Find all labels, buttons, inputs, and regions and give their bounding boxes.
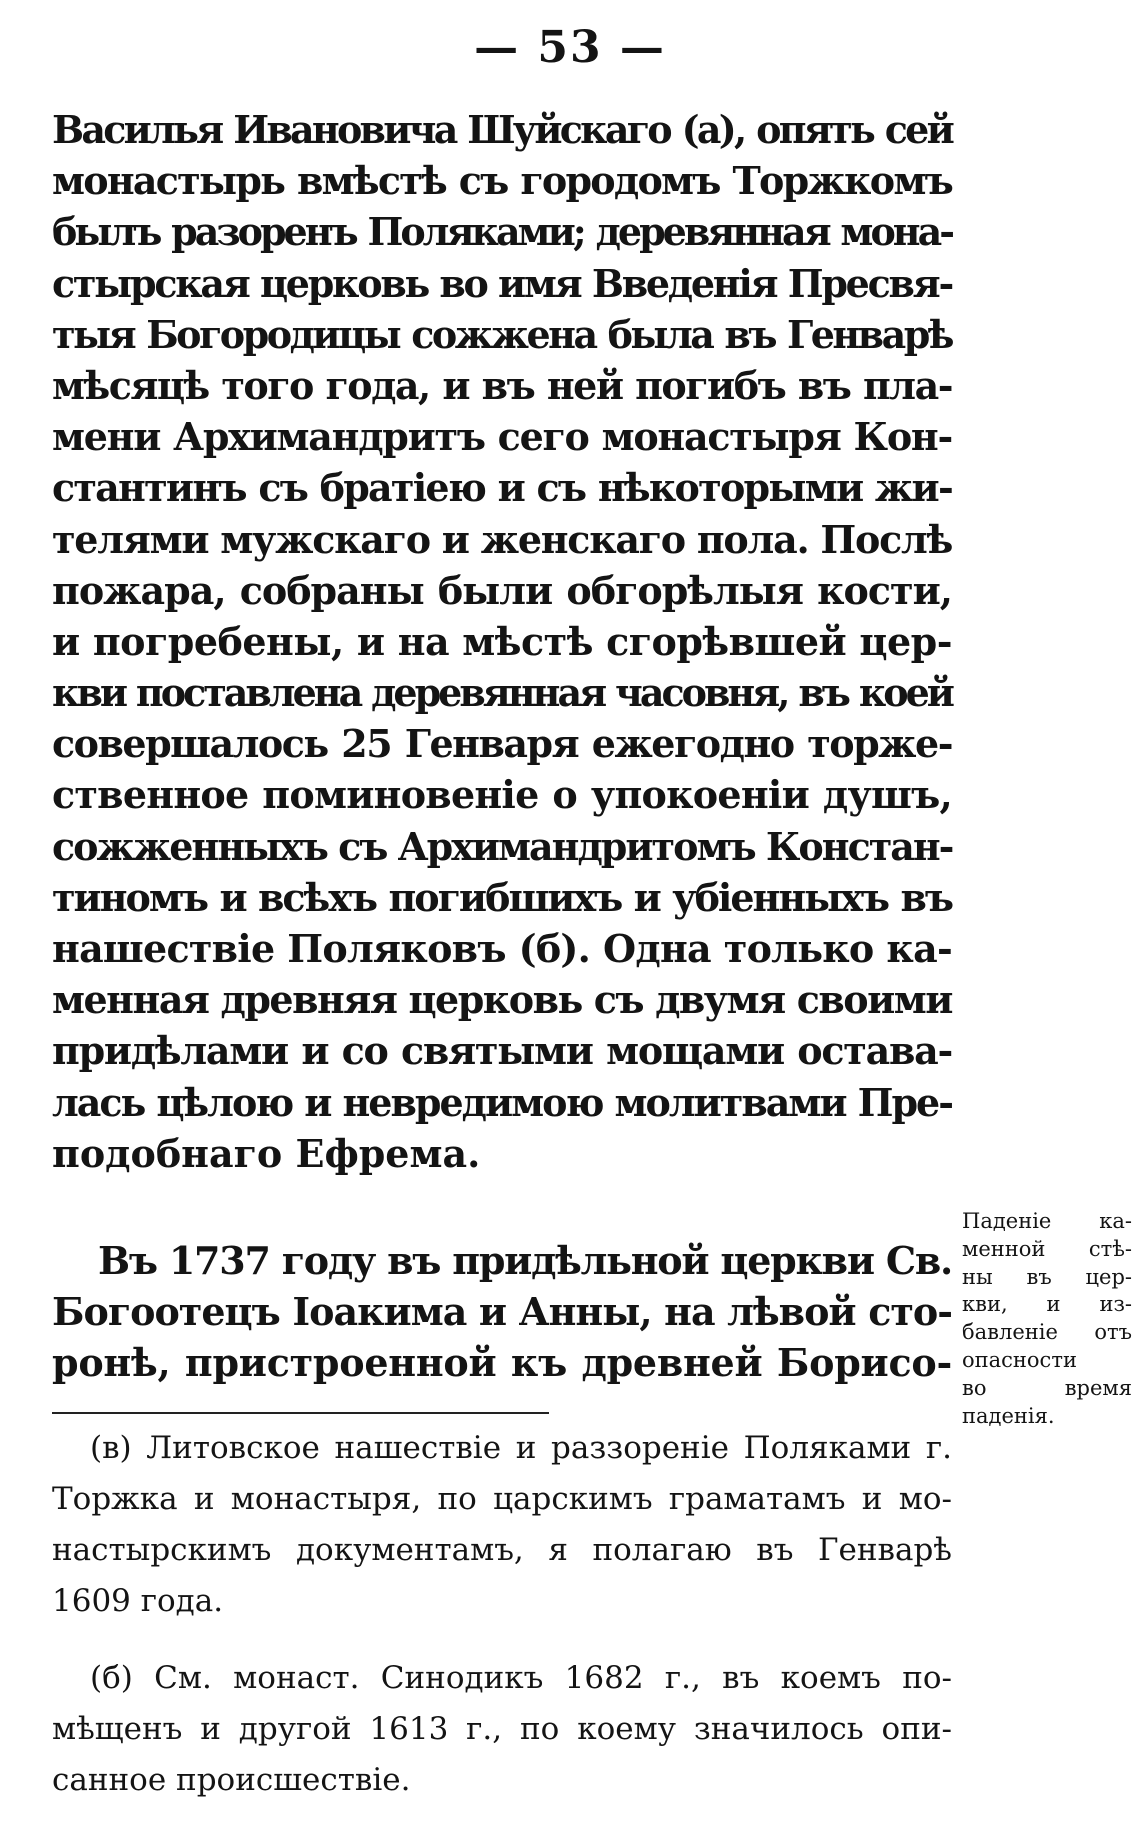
body-paragraph bbox=[52, 104, 952, 1179]
footnote-line: Торжка и монастыря, по царскимъ граматамъ и мо- bbox=[52, 1481, 952, 1517]
footnote bbox=[52, 1423, 952, 1627]
footnote-line: 1609 года. bbox=[52, 1583, 224, 1619]
margin-note-line: ны въ цер- bbox=[962, 1264, 1132, 1289]
margin-note-line: менной стѣ- bbox=[962, 1236, 1132, 1261]
text-line: и погребены, и на мѣстѣ сгорѣвшей цер- bbox=[52, 618, 952, 664]
margin-note-line: во время bbox=[962, 1375, 1132, 1400]
footnote-line: санное происшествіе. bbox=[52, 1762, 411, 1798]
body-paragraph bbox=[52, 1235, 952, 1389]
text-line: ственное поминовеніе о упокоеніи душъ, bbox=[52, 772, 952, 818]
footnote-line: настырскимъ документамъ, я полагаю въ Генварѣ bbox=[52, 1532, 952, 1568]
margin-note-line: опасности bbox=[962, 1347, 1077, 1372]
footnote-divider bbox=[52, 1412, 549, 1414]
text-line: менная древняя церковь съ двумя своими bbox=[52, 977, 952, 1023]
text-line: мени Архимандритъ сего монастыря Кон- bbox=[52, 414, 952, 460]
text-line: стантинъ съ братіею и съ нѣкоторыми жи- bbox=[52, 465, 952, 511]
margin-note-line: Паденіе ка- bbox=[962, 1209, 1132, 1233]
text-line: придѣлами и со святыми мощами остава- bbox=[52, 1028, 952, 1074]
footnotes bbox=[52, 1423, 952, 1806]
page-number: — 53 — bbox=[474, 22, 666, 73]
text-line: стырская церковь во имя Введенія Пресвя- bbox=[52, 260, 952, 306]
text-line: телями мужскаго и женскаго пола. Послѣ bbox=[52, 516, 953, 562]
text-line: Въ 1737 году въ придѣльной церкви Св. bbox=[98, 1237, 952, 1283]
footnote-line: мѣщенъ и другой 1613 г., по коему значилось опи- bbox=[52, 1711, 952, 1747]
text-line: пожара, собраны были обгорѣлыя кости, bbox=[52, 567, 952, 613]
margin-note-line: кви, и из- bbox=[962, 1292, 1132, 1317]
footnote-line: (в) Литовское нашествіе и раззореніе Поляками г. bbox=[90, 1430, 952, 1466]
text-line: нашествіе Поляковъ (б). Одна только ка- bbox=[52, 926, 952, 971]
text-line: монастырь вмѣстѣ съ городомъ Торжкомъ bbox=[52, 158, 952, 204]
text-line: сожженныхъ съ Архимандритомъ Констан- bbox=[52, 823, 953, 869]
footnote-line: (б) См. монаст. Синодикъ 1682 г., въ коемъ по- bbox=[90, 1660, 952, 1696]
main-text bbox=[52, 104, 952, 1389]
text-line: тыя Богородицы сожжена была въ Генварѣ bbox=[52, 311, 952, 357]
text-line: тиномъ и всѣхъ погибшихъ и убіенныхъ въ bbox=[52, 874, 952, 920]
margin-note-line: паденія. bbox=[962, 1403, 1055, 1428]
margin-note bbox=[962, 1208, 1132, 1430]
text-line: Василья Ивановича Шуйскаго (а), опять сей bbox=[52, 107, 952, 152]
text-line: подобнаго Ефрема. bbox=[52, 1130, 481, 1176]
text-line: Богоотецъ Іоакима и Анны, на лѣвой сто- bbox=[52, 1289, 952, 1335]
text-line: былъ разоренъ Поляками; деревянная мона- bbox=[52, 209, 952, 255]
text-line: совершалось 25 Генваря ежегодно торже- bbox=[52, 721, 952, 767]
text-line: мѣсяцѣ того года, и въ ней погибъ въ пла- bbox=[52, 362, 952, 408]
margin-note-line: бавленіе отъ bbox=[962, 1320, 1132, 1345]
text-line: ронѣ, пристроенной къ древней Борисо- bbox=[52, 1340, 952, 1386]
footnote bbox=[52, 1653, 952, 1806]
text-line: лась цѣлою и невредимою молитвами Пре- bbox=[52, 1079, 952, 1125]
text-line: кви поставлена деревянная часовня, въ коей bbox=[52, 670, 952, 716]
